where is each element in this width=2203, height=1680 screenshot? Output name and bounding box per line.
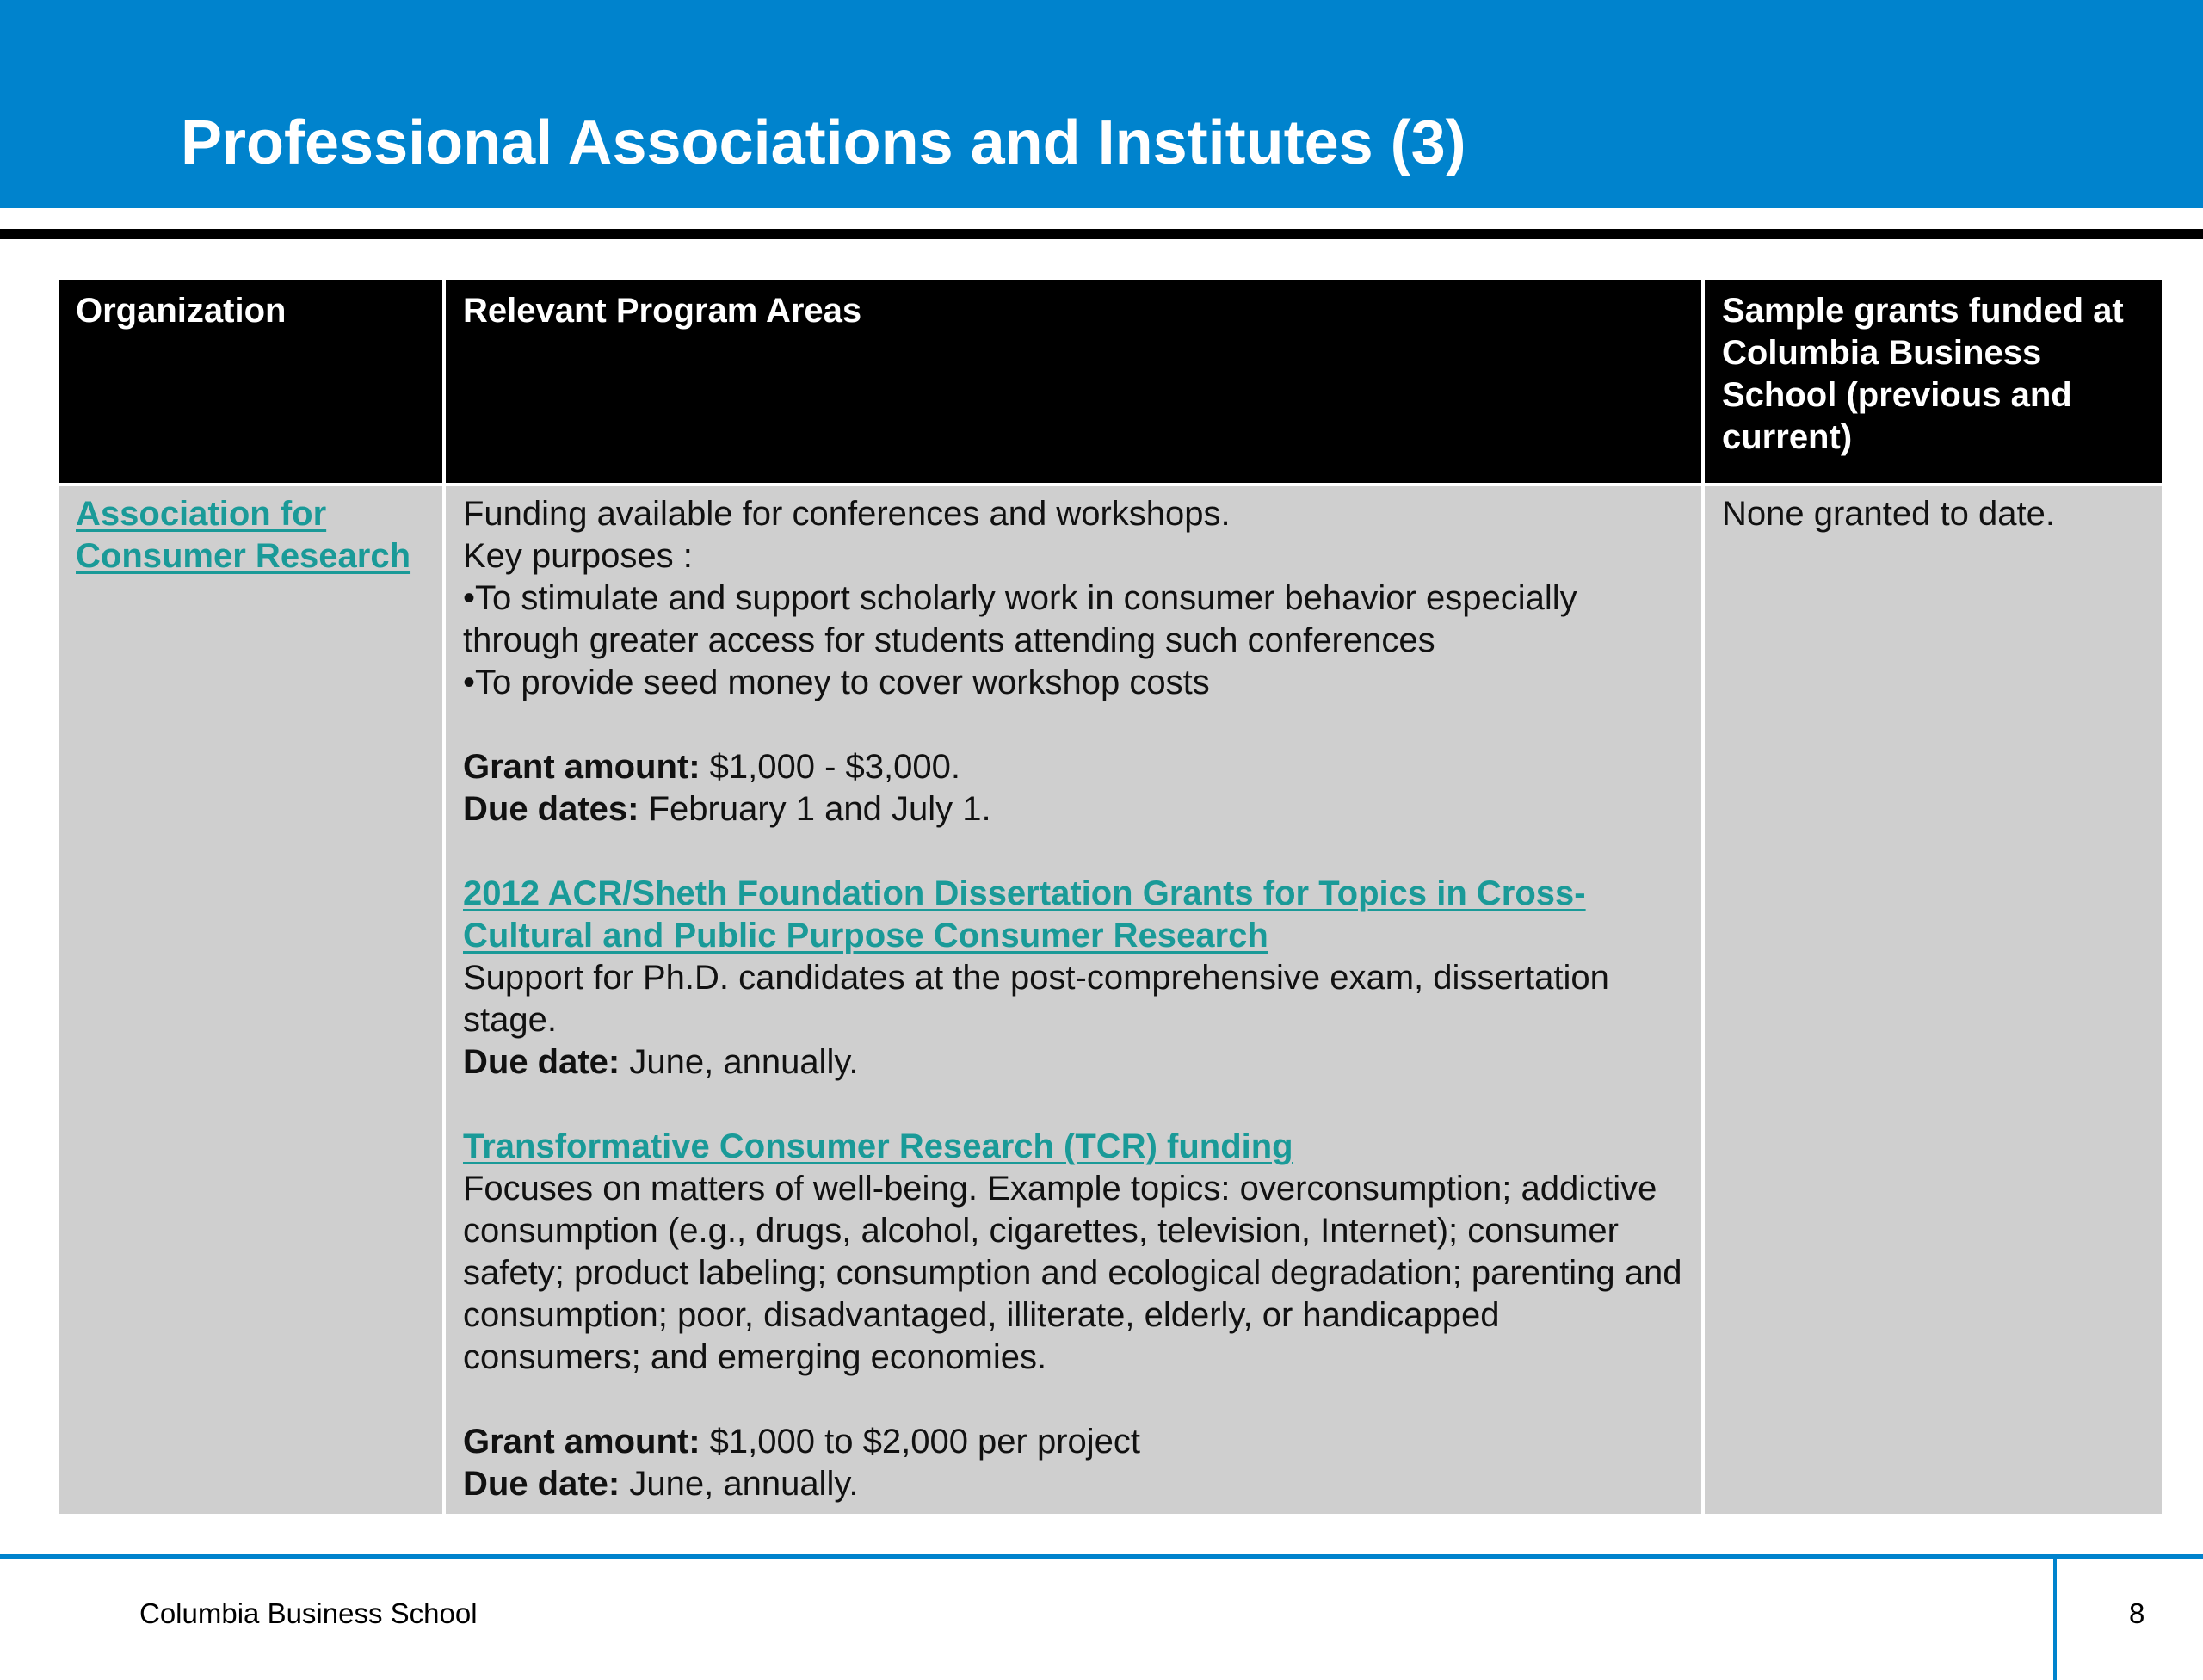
footer-rule [0, 1554, 2203, 1559]
grants-table [55, 276, 2165, 1517]
due-dates-line [463, 788, 1684, 831]
header-program-areas: Relevant Program Areas [444, 278, 1703, 485]
footer-school-name: Columbia Business School [139, 1597, 478, 1629]
header-organization: Organization [57, 278, 444, 485]
tcr-grant-line [463, 1421, 1684, 1463]
spacer [463, 1084, 1684, 1126]
sheth-grants-link[interactable]: 2012 ACR/Sheth Foundation Dissertation Grants for Topics in Cross-Cultural and Public Purpose Consumer Research [463, 874, 1586, 954]
tcr-due-value: June, annually. [620, 1465, 859, 1503]
spacer [463, 704, 1684, 746]
program-intro: Funding available for conferences and workshops. [463, 495, 1231, 533]
tcr-due-line [463, 1463, 1684, 1505]
slide-title: Professional Associations and Institutes (3) [181, 108, 1466, 177]
footer-divider [2053, 1559, 2057, 1680]
tcr-link-line [463, 1126, 1684, 1168]
tcr-grant-value: $1,000 to $2,000 per project [700, 1423, 1141, 1461]
tcr-due-label: Due date: [463, 1465, 620, 1503]
cell-program-areas [444, 485, 1703, 1516]
header-sample-grants: Sample grants funded at Columbia Business School (previous and current) [1703, 278, 2163, 485]
tcr-funding-link[interactable]: Transformative Consumer Research (TCR) funding [463, 1127, 1293, 1165]
cell-sample-grants: None granted to date. [1703, 485, 2163, 1516]
sheth-due-label: Due date: [463, 1043, 620, 1081]
page-number: 8 [2129, 1597, 2145, 1629]
purpose-bullet-2: •To provide seed money to cover workshop costs [463, 664, 1210, 701]
spacer [463, 1379, 1684, 1421]
sheth-due-line [463, 1041, 1684, 1084]
tcr-grant-label: Grant amount: [463, 1423, 700, 1461]
grant-amount-label: Grant amount: [463, 748, 700, 786]
table-row [57, 485, 2163, 1516]
spacer [463, 831, 1684, 873]
tcr-description: Focuses on matters of well-being. Example topics: overconsumption; addictive consumption (e.g., drugs, alcohol, cigarettes, television, Internet); consumer safety; product labeling; consumption and ecological degradation; parenting and consumption; poor, disadvantaged, illiterate, elderly, or handicapped consumers; and emerging economies. [463, 1170, 1692, 1376]
title-underline-rule [0, 229, 2203, 239]
grant-amount-line [463, 746, 1684, 788]
purpose-bullet-1: •To stimulate and support scholarly work in consumer behavior especially through greater access for students attending such conferences [463, 579, 1587, 659]
sheth-due-value: June, annually. [620, 1043, 859, 1081]
cell-organization [57, 485, 444, 1516]
table-header-row [57, 278, 2163, 485]
grant-amount-value: $1,000 - $3,000. [700, 748, 961, 786]
organization-link[interactable]: Association for Consumer Research [76, 495, 411, 575]
sheth-link-line [463, 873, 1684, 957]
due-dates-label: Due dates: [463, 790, 639, 828]
key-purposes-label: Key purposes : [463, 537, 693, 575]
sheth-description: Support for Ph.D. candidates at the post-comprehensive exam, dissertation stage. [463, 959, 1619, 1039]
due-dates-value: February 1 and July 1. [639, 790, 991, 828]
